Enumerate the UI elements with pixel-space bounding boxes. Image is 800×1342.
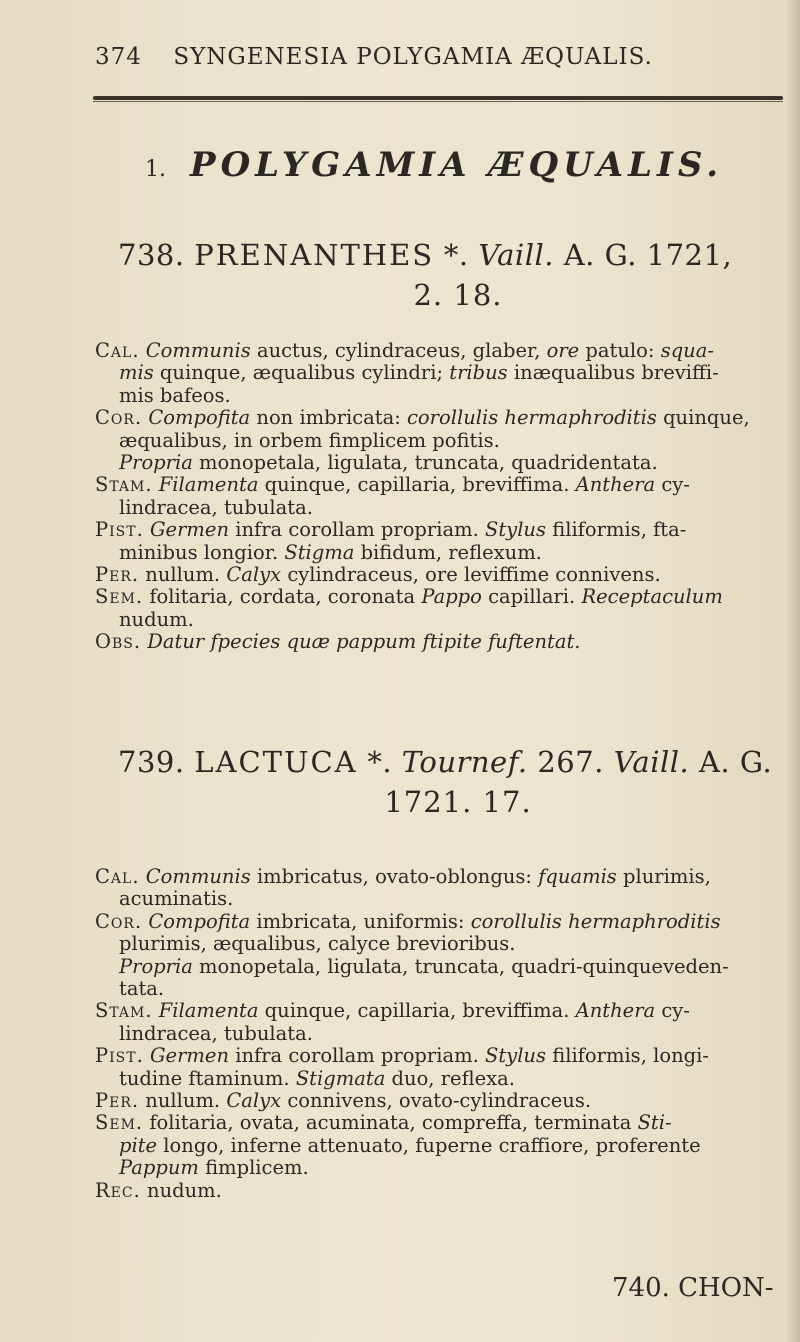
text-run: capillari. — [481, 585, 582, 609]
running-title: SYNGENESIA POLYGAMIA ÆQUALIS. — [173, 44, 653, 70]
text-run: minibus longior. — [119, 540, 285, 564]
text-line — [95, 586, 775, 608]
text-run: plurimis, æqualibus, calyce brevioribus. — [119, 932, 516, 956]
text-line — [95, 911, 775, 933]
genus-number: 739. — [118, 745, 185, 779]
text-run: fimplicem. — [198, 1156, 309, 1180]
italic-term: corollulis hermaphroditis — [470, 909, 721, 933]
text-line — [95, 1135, 799, 1157]
italic-term: tribus — [449, 361, 508, 385]
part-label: Stam. — [95, 473, 153, 497]
italic-term: fquamis — [538, 865, 617, 888]
italic-term: ore — [546, 339, 580, 362]
text-line — [95, 497, 799, 519]
header-rule — [93, 96, 783, 100]
catchword: 740. CHON- — [612, 1273, 774, 1303]
text-run: patulo: — [579, 339, 661, 362]
text-line — [95, 542, 799, 564]
text-line — [95, 866, 775, 888]
italic-term: Compofita — [148, 406, 251, 430]
running-head — [95, 44, 785, 70]
text-line — [95, 1068, 799, 1090]
genus-reference: 267. — [537, 745, 604, 779]
part-label: Sem. — [95, 1111, 144, 1135]
italic-term: Sti- — [637, 1111, 672, 1135]
part-label: Obs. — [95, 630, 142, 654]
text-run: nullum. — [139, 1089, 227, 1112]
text-line — [95, 609, 799, 631]
text-run: tata. — [119, 977, 165, 1000]
text-run: bifidum, reflexum. — [354, 540, 542, 564]
text-run: infra corollam propriam. — [229, 1044, 485, 1068]
text-run: filiformis, longi- — [546, 1044, 709, 1068]
italic-term: Germen — [149, 518, 230, 542]
italic-term: Pappo — [421, 585, 482, 609]
italic-term: Communis — [145, 339, 251, 362]
genus-reference-author-2: Vaill. — [613, 745, 690, 779]
part-label: Cal. — [95, 339, 140, 362]
text-run: folitaria, ovata, acuminata, compreffa, terminata — [143, 1111, 638, 1135]
genus-reference-author: Tournef. — [401, 745, 528, 779]
text-line — [95, 956, 799, 978]
header-rule-thin — [93, 101, 783, 102]
italic-term: Calyx — [226, 563, 282, 586]
text-run: cylindraceus, ore leviffime connivens. — [281, 563, 661, 586]
text-run: cy- — [655, 473, 690, 497]
page-number: 374 — [95, 44, 142, 70]
section-title — [145, 145, 765, 185]
text-line — [95, 430, 799, 452]
genus-reference-line2: 2. 18. — [413, 278, 503, 312]
text-line — [95, 1000, 775, 1022]
text-run: nudum. — [140, 1178, 222, 1202]
text-run: connivens, ovato-cylindraceus. — [281, 1089, 592, 1112]
genus-mark: *. — [367, 745, 393, 779]
text-run: folitaria, cordata, coronata — [143, 585, 422, 609]
text-run: quinque, capillaria, breviffima. — [258, 473, 576, 497]
text-run: mis bafeos. — [119, 383, 231, 407]
text-line — [95, 1045, 775, 1067]
text-line — [95, 1090, 775, 1112]
part-label: Pist. — [95, 518, 144, 542]
part-label: Per. — [95, 1089, 140, 1112]
text-line — [95, 1112, 775, 1134]
text-run: plurimis, — [616, 865, 711, 888]
italic-term: Calyx — [226, 1089, 282, 1112]
text-run: cy- — [655, 999, 690, 1023]
text-run: monopetala, ligulata, truncata, quadridentata. — [192, 451, 658, 474]
text-run: nudum. — [119, 607, 194, 631]
text-run: quinque, capillaria, breviffima. — [258, 999, 576, 1023]
genus-heading-prenanthes — [118, 238, 798, 272]
genus-name: LACTUCA — [194, 745, 358, 779]
genus-name: PRENANTHES — [194, 238, 435, 272]
text-line — [95, 888, 799, 910]
genus-reference-author: Vaill. — [478, 238, 554, 272]
text-line — [95, 564, 775, 586]
section-number: 1. — [145, 157, 166, 182]
text-line — [95, 385, 799, 407]
part-label: Stam. — [95, 999, 153, 1023]
text-line — [95, 933, 799, 955]
italic-term: Datur fpecies quæ pappum ftipite fuftentat. — [147, 630, 581, 654]
italic-term: pite — [119, 1133, 158, 1157]
text-run: imbricata, uniformis: — [250, 909, 471, 933]
text-run: quinque, — [656, 406, 750, 430]
text-run: acuminatis. — [119, 887, 234, 911]
text-line — [95, 340, 775, 362]
text-run: quinque, æqualibus cylindri; — [153, 361, 450, 385]
text-line — [95, 452, 799, 474]
section-title-text: POLYGAMIA ÆQUALIS. — [190, 145, 724, 185]
italic-term: Stylus — [484, 1044, 546, 1068]
italic-term: Compofita — [148, 909, 251, 933]
italic-term: Stigma — [284, 540, 355, 564]
part-label: Rec. — [95, 1178, 141, 1202]
italic-term: Stigmata — [295, 1066, 386, 1090]
text-line — [95, 474, 775, 496]
text-line — [95, 1157, 799, 1179]
text-run: infra corollam propriam. — [229, 518, 485, 542]
italic-term: Pappum — [119, 1156, 199, 1180]
italic-term: Receptaculum — [581, 585, 723, 609]
part-label: Cal. — [95, 865, 140, 888]
part-label: Cor. — [95, 406, 143, 430]
text-run: lindracea, tubulata. — [119, 1021, 313, 1045]
genus-reference-2: A. G. — [698, 745, 773, 779]
genus-number: 738. — [118, 238, 185, 272]
text-run: auctus, cylindraceus, glaber, — [250, 339, 547, 362]
text-run: monopetala, ligulata, truncata, quadri-quinqueveden- — [192, 954, 729, 978]
text-run: nullum. — [139, 563, 227, 586]
text-line — [95, 519, 775, 541]
part-label: Cor. — [95, 909, 143, 933]
text-run: æqualibus, in orbem fimplicem pofitis. — [119, 428, 500, 452]
text-line — [95, 1180, 775, 1202]
part-label: Per. — [95, 563, 140, 586]
part-label: Pist. — [95, 1044, 144, 1068]
text-run: longo, inferne attenuato, fuperne craffiore, proferente — [157, 1133, 701, 1157]
text-run: duo, reflexa. — [385, 1066, 515, 1090]
italic-term: Propria — [119, 954, 193, 978]
italic-term: Anthera — [575, 999, 656, 1023]
italic-term: corollulis hermaphroditis — [407, 406, 657, 430]
italic-term: Communis — [145, 865, 251, 888]
text-run: filiformis, fta- — [546, 518, 687, 542]
italic-term: squa- — [660, 339, 714, 362]
part-label: Sem. — [95, 585, 144, 609]
italic-term: Propria — [119, 451, 193, 474]
text-line — [95, 631, 775, 653]
genus-reference-line2: 1721. 17. — [384, 785, 532, 819]
italic-term: Germen — [149, 1044, 230, 1068]
genus-mark: *. — [443, 238, 469, 272]
text-line — [95, 1023, 799, 1045]
italic-term: Anthera — [575, 473, 656, 497]
italic-term: mis — [119, 361, 154, 385]
text-run: lindracea, tubulata. — [119, 495, 313, 519]
italic-term: Filamenta — [158, 999, 259, 1023]
text-line — [95, 978, 799, 1000]
genus-reference: A. G. 1721, — [563, 238, 733, 272]
text-line — [95, 407, 775, 429]
text-run: tudine ftaminum. — [119, 1066, 296, 1090]
genus-heading-lactuca — [118, 745, 798, 779]
text-run: non imbricata: — [250, 406, 407, 430]
text-run: inæqualibus breviffi- — [507, 361, 719, 385]
text-line — [95, 362, 799, 384]
italic-term: Filamenta — [158, 473, 259, 497]
italic-term: Stylus — [484, 518, 546, 542]
text-run: imbricatus, ovato-oblongus: — [250, 865, 539, 888]
